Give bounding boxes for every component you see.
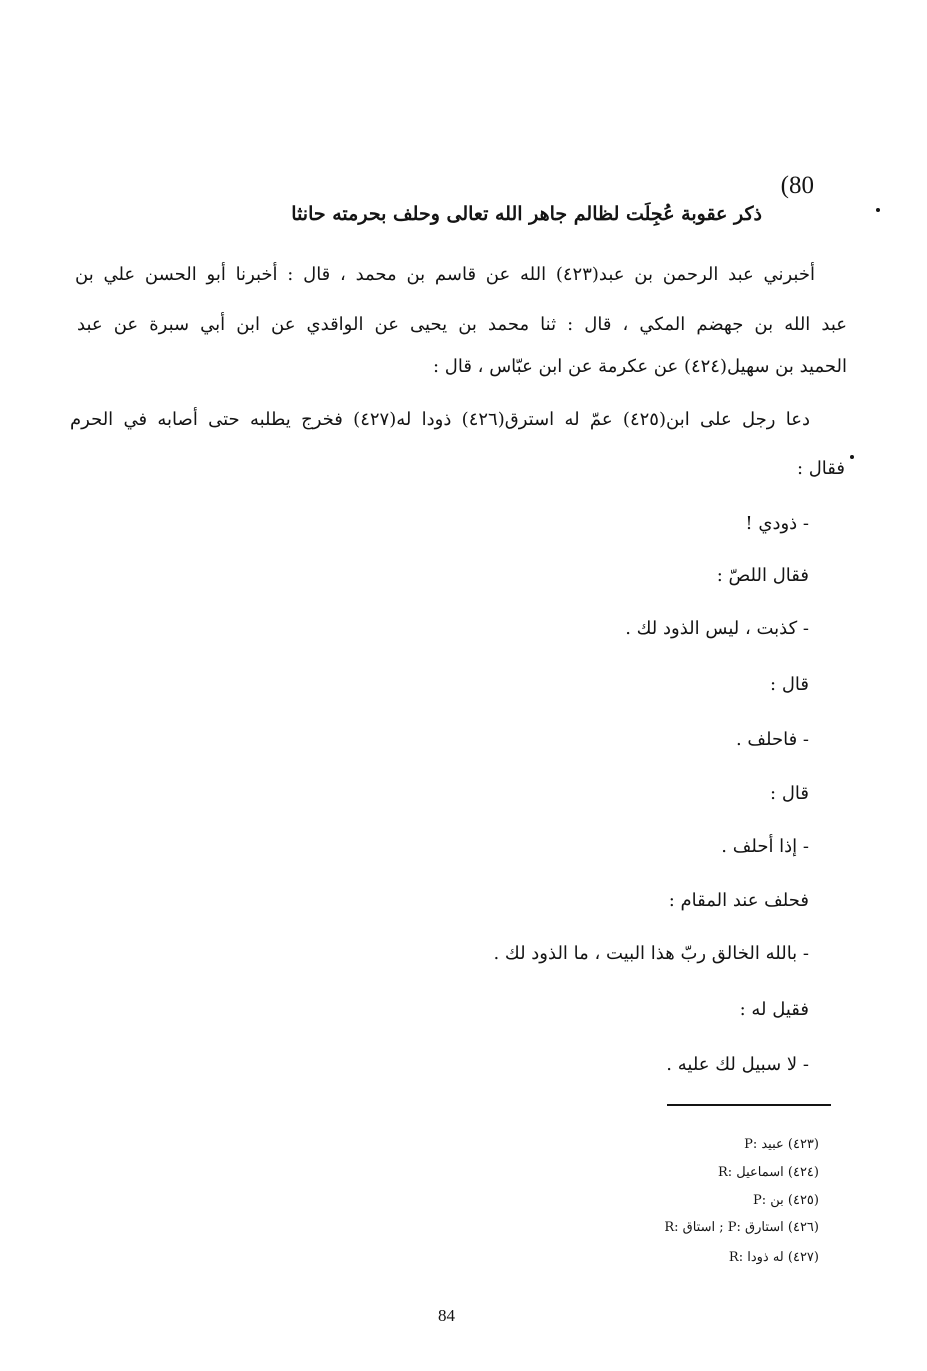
paragraph-line-3: الحميد بن سهيل(٤٢٤) عن عكرمة عن ابن عبّاس ، قال : bbox=[433, 356, 847, 377]
paragraph-line-2: عبد الله بن جهضم المكي ، قال : ثنا محمد بن يحيى عن الواقدي عن ابن أبي سبرة عن عبد bbox=[77, 314, 847, 335]
paragraph-line-5: فقال : bbox=[796, 458, 845, 479]
dialogue-line: فقيل له : bbox=[739, 999, 809, 1020]
footnote: (٤٢٦) استارق :P ; استاق :R bbox=[664, 1220, 819, 1235]
dialogue-line: فحلف عند المقام : bbox=[668, 890, 809, 911]
dialogue-line: - إذا أحلف . bbox=[721, 836, 809, 857]
margin-dot bbox=[850, 455, 854, 459]
page-number: 84 bbox=[438, 1306, 455, 1325]
footnote: (٤٢٥) بن :P bbox=[752, 1193, 819, 1208]
footnote: (٤٢٣) عبيد :P bbox=[744, 1137, 819, 1152]
dialogue-line: - لا سبيل لك عليه . bbox=[666, 1054, 809, 1075]
paragraph-line-4: دعا رجل على ابن(٤٢٥) عمّ له استرق(٤٢٦) ذودا له(٤٢٧) فخرج يطلبه حتى أصابه في الحرم bbox=[70, 409, 810, 430]
dialogue-line: قال : bbox=[770, 674, 809, 695]
dialogue-line: - ذودي ! bbox=[745, 513, 809, 534]
dialogue-line: - بالله الخالق ربّ هذا البيت ، ما الذود لك . bbox=[493, 943, 809, 964]
margin-dot bbox=[876, 208, 880, 212]
section-number: (80 bbox=[780, 172, 814, 199]
dialogue-line: فقال اللصّ : bbox=[716, 565, 809, 586]
chapter-title: ذكر عقوبة عُجِلَت لظالم جاهر الله تعالى وحلف بحرمته حانثا bbox=[291, 203, 762, 225]
footnote: (٤٢٧) له ذودا :R bbox=[728, 1250, 819, 1265]
footnote: (٤٢٤) اسماعيل :R bbox=[717, 1165, 819, 1180]
dialogue-line: قال : bbox=[770, 783, 809, 804]
dialogue-line: - كذبت ، ليس الذود لك . bbox=[625, 618, 809, 639]
dialogue-line: - فاحلف . bbox=[735, 729, 809, 750]
paragraph-line-1: أخبرني عبد الرحمن بن عبد(٤٢٣) الله عن قاسم بن محمد ، قال : أخبرنا أبو الحسن علي بن bbox=[75, 264, 815, 285]
footnote-separator bbox=[667, 1104, 831, 1106]
